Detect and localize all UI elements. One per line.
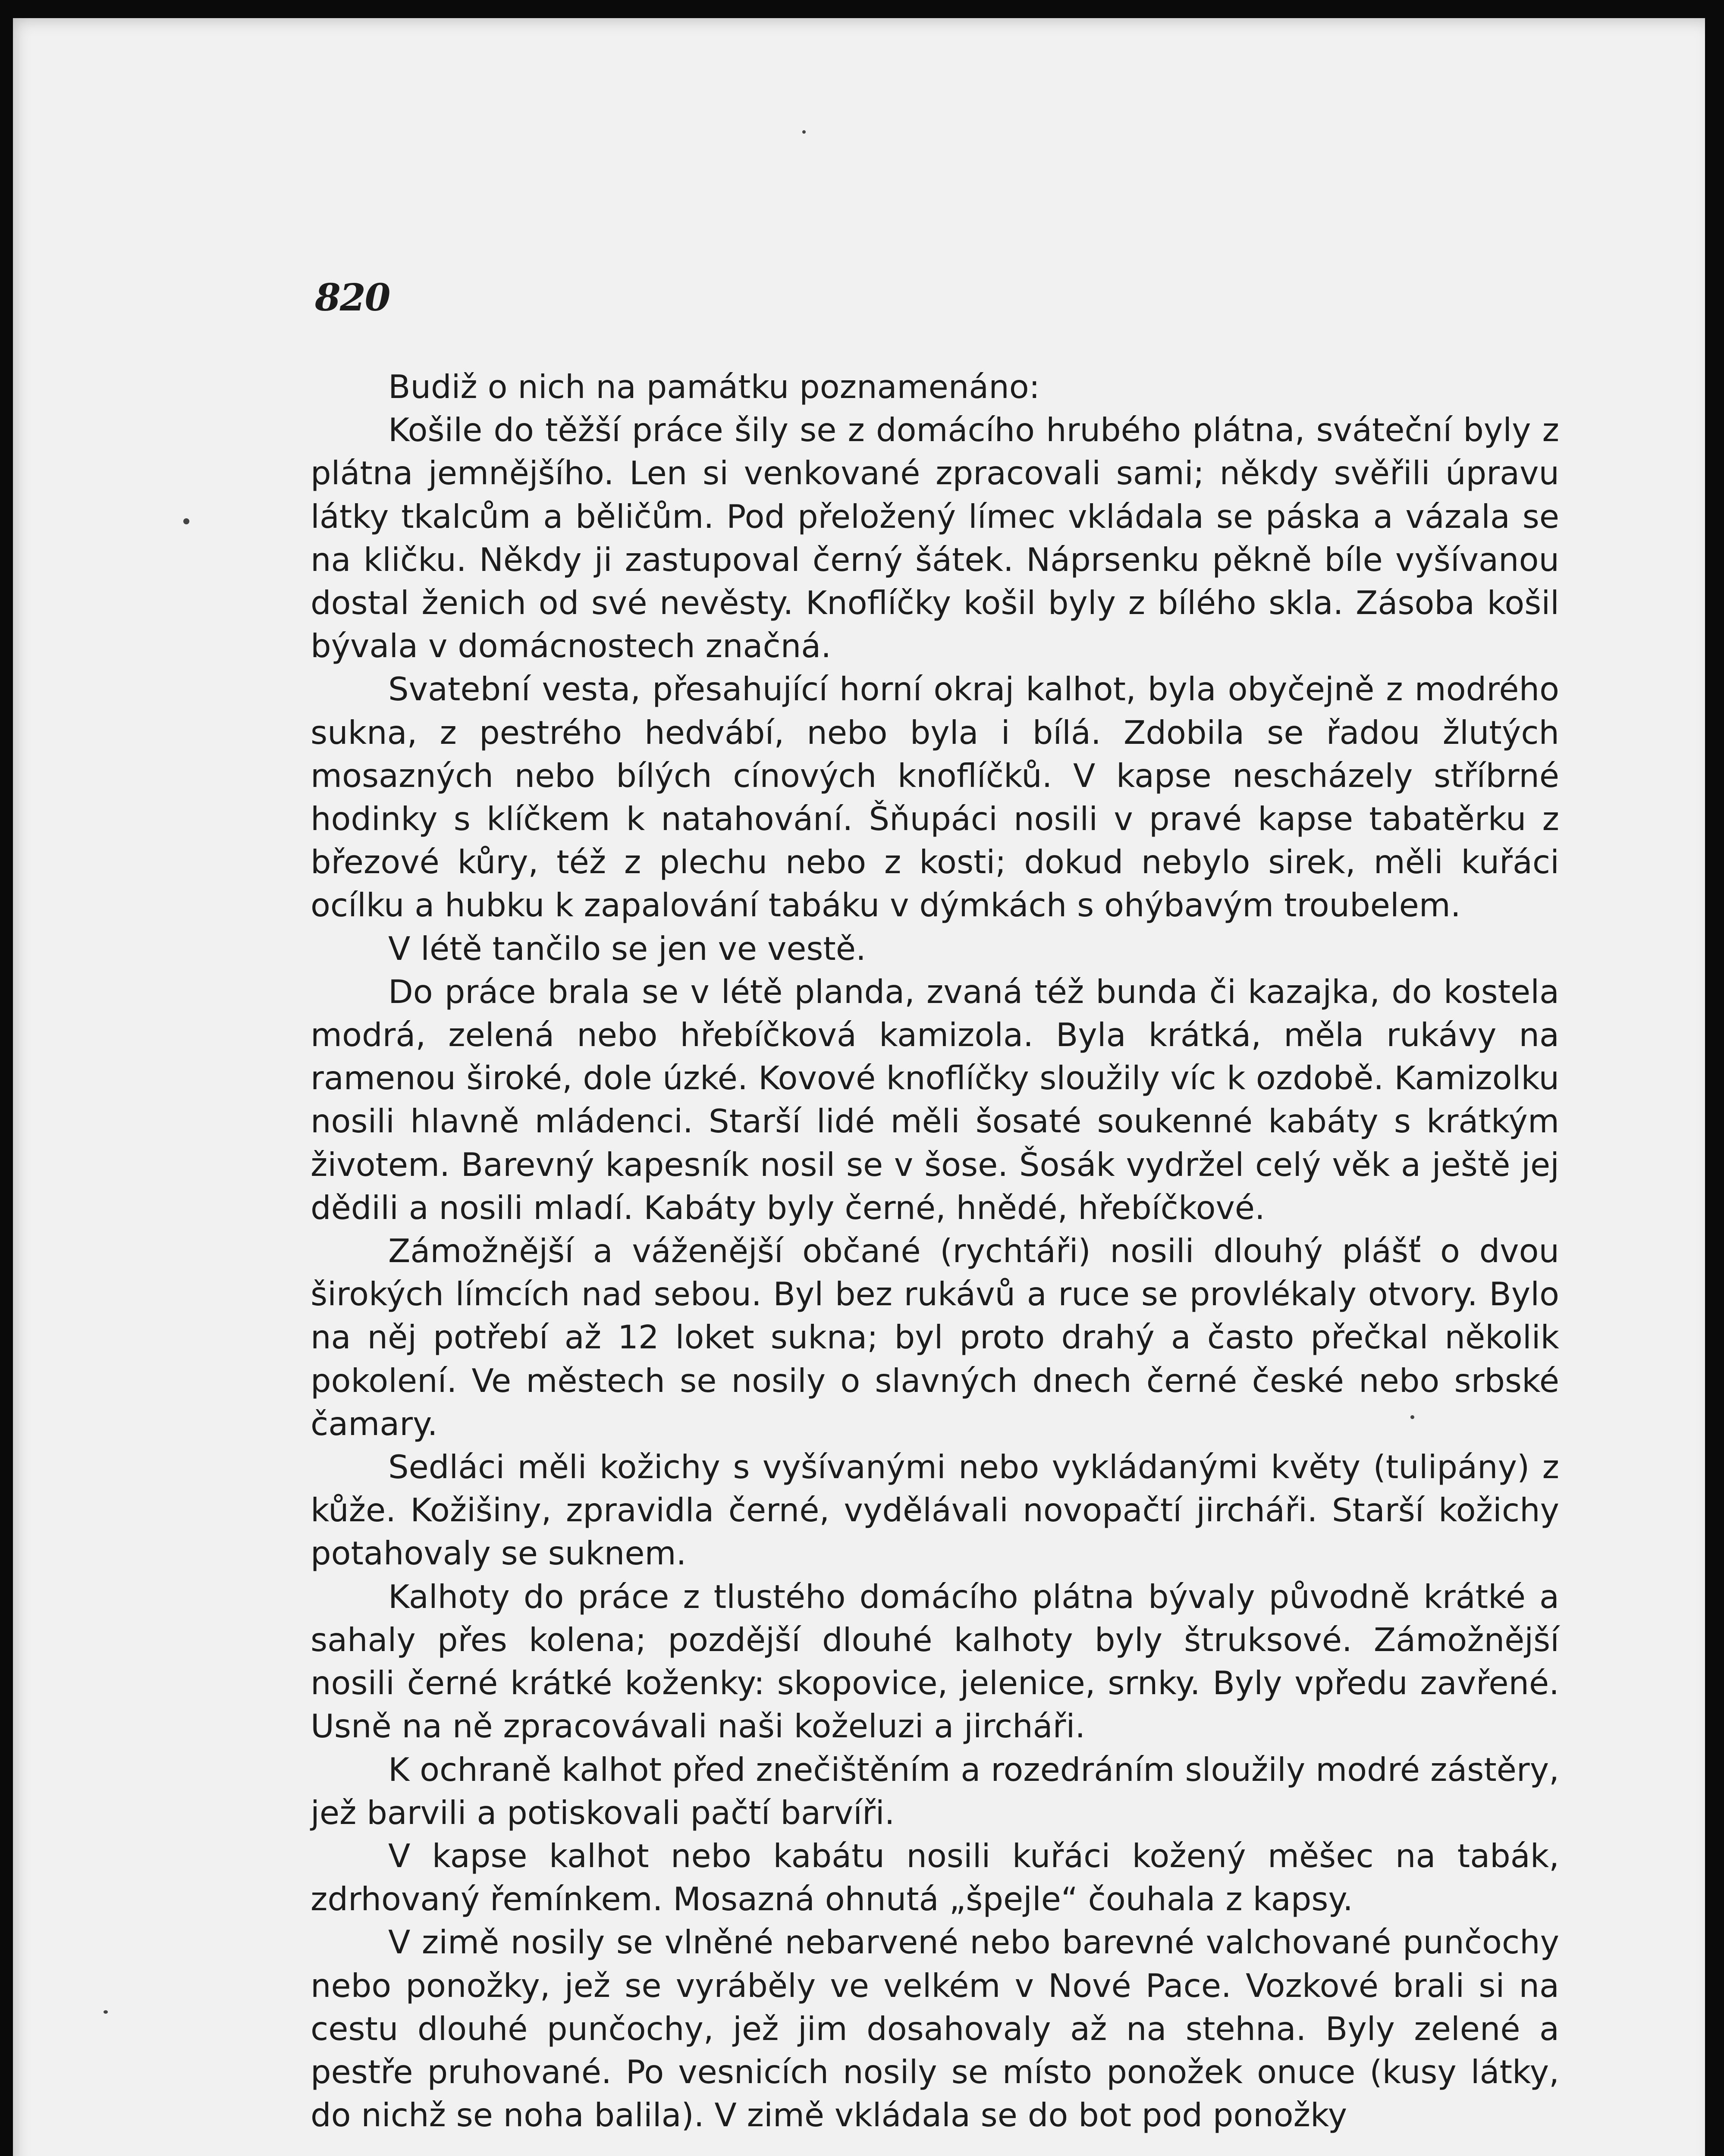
- dust-speck: [802, 130, 806, 134]
- paragraph-trousers: Kalhoty do práce z tlustého domácího plátna bývaly původně krátké a sahaly přes kolena; pozdější dlouhé kalhoty byly štruksové. Zámožnější nosili černé krátké koženky: skopovice, jelenice, srnky. Byly vpředu zavřené. Usně na ně zpracovávali naši koželuzi a jircháři.: [311, 1577, 1559, 1745]
- paragraph-aprons: K ochraně kalhot před znečištěním a rozedráním sloužily modré zástěry, jež barvili a potiskovali pačtí barvíři.: [311, 1750, 1559, 1832]
- section-heading: Budiž o nich na památku poznamenáno:: [388, 368, 1040, 406]
- paragraph-jackets: Do práce brala se v létě planda, zvaná též bunda či kazajka, do kostela modrá, zelená nebo hřebíčková kamizola. Byla krátká, měla rukávy na ramenou široké, dole úzké. Kovové knoflíčky sloužily víc k ozdobě. Kamizolku nosili hlavně mládenci. Starší lidé měli šosaté soukenné kabáty s krátkým životem. Barevný kapesník nosil se v šose. Šosák vydržel celý věk a ještě jej dědili a nosili mladí. Kabáty byly černé, hnědé, hřebíčkové.: [311, 972, 1559, 1227]
- paragraph-tobacco-pouch: V kapse kalhot nebo kabátu nosili kuřáci kožený měšec na tabák, zdrhovaný řemínkem. Mosazná ohnutá „špejle“ čouhala z kapsy.: [311, 1836, 1559, 1918]
- dust-speck: [183, 518, 189, 524]
- page-number: 820: [315, 276, 390, 320]
- paragraph-vest: Svatební vesta, přesahující horní okraj kalhot, byla obyčejně z modrého sukna, z pestrého hedvábí, nebo byla i bílá. Zdobila se řadou žlutých mosazných nebo bílých cínových knoflíčků. V kapse nescházely stříbrné hodinky s klíčkem k natahování. Šňupáci nosili v pravé kapse tabatěrku z březové kůry, též z plechu nebo z kosti; dokud nebylo sirek, měli kuřáci ocílku a hubku k zapalování tabáku v dýmkách s ohýbavým troubelem.: [311, 670, 1559, 924]
- paragraph-furcoats: Sedláci měli kožichy s vyšívanými nebo vykládanými květy (tulipány) z kůže. Kožišiny, zpravidla černé, vydělávali novopačtí jircháři. Starší kožichy potahovaly se suknem.: [311, 1448, 1559, 1573]
- body-text: [311, 365, 1559, 2137]
- paragraph-stockings: V zimě nosily se vlněné nebarvené nebo barevné valchované punčochy nebo ponožky, jež se vyráběly ve velkém v Nové Pace. Vozkové brali si na cestu dlouhé punčochy, jež jim dosahovaly až na stehna. Byly zelené a pestře pruhované. Po vesnicích nosily se místo ponožek onuce (kusy látky, do nichž se noha balila). V zimě vkládala se do bot pod ponožky: [311, 1923, 1559, 2134]
- paragraph-cloaks: Zámožnější a váženější občané (rychtáři) nosili dlouhý plášť o dvou širokých límcích nad sebou. Byl bez rukávů a ruce se provlékaly otvory. Bylo na něj potřebí až 12 loket sukna; byl proto drahý a často přečkal několik pokolení. Ve městech se nosily o slavných dnech černé české nebo srbské čamary.: [311, 1232, 1559, 1443]
- paragraph-shirts: Košile do těžší práce šily se z domácího hrubého plátna, sváteční byly z plátna jemnějšího. Len si venkované zpracovali sami; někdy svěřili úpravu látky tkalcům a běličům. Pod přeložený límec vkládala se páska a vázala se na kličku. Někdy ji zastupoval černý šátek. Náprsenku pěkně bíle vyšívanou dostal ženich od své nevěsty. Knoflíčky košil byly z bílého skla. Zásoba košil bývala v domácnostech značná.: [311, 411, 1559, 665]
- scanned-page: [13, 18, 1715, 2156]
- paragraph-dancing: V létě tančilo se jen ve vestě.: [388, 929, 866, 968]
- dust-speck: [104, 2010, 108, 2014]
- page-edge-shadow: [1705, 18, 1715, 2156]
